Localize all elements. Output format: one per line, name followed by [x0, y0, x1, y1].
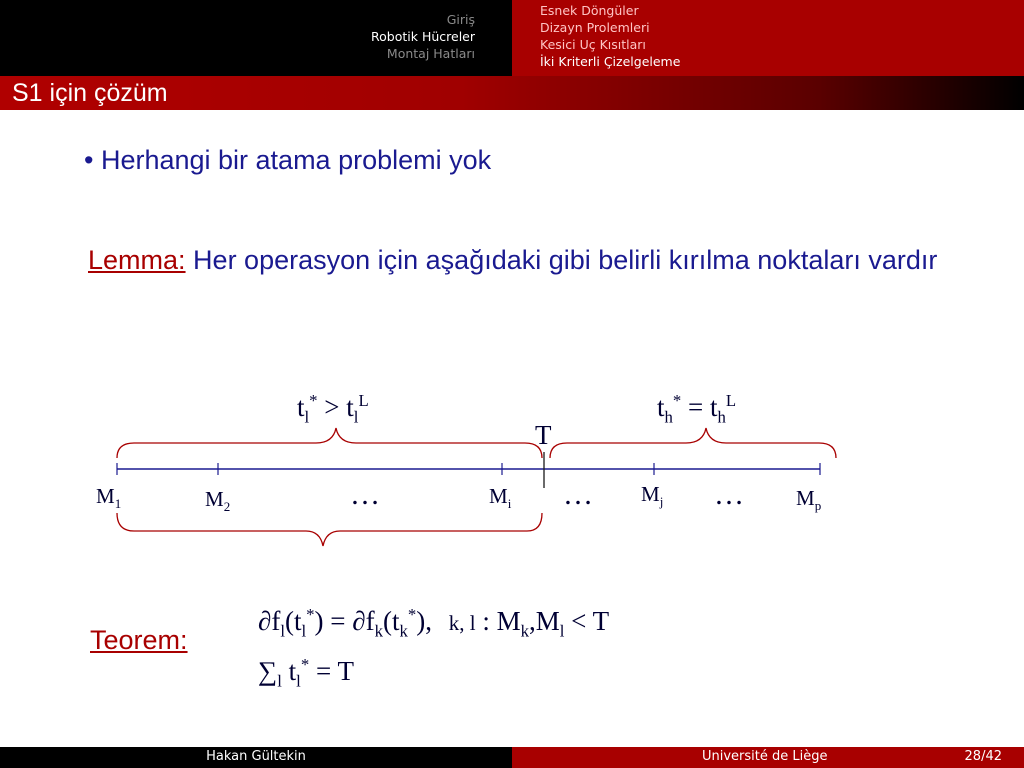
frame-title: S1 için çözüm	[12, 79, 168, 107]
footer-right	[512, 747, 1024, 768]
lemma-label: Lemma:	[88, 245, 186, 275]
t-label: T	[535, 420, 552, 450]
nav-section-montaj-hatlari[interactable]: Montaj Hatları	[386, 46, 475, 61]
teorem-equation-2: $\sum_l$ $t_l^* = T$	[258, 655, 354, 691]
nav-section-robotik-hucreler[interactable]: Robotik Hücreler	[371, 29, 475, 44]
left-top-brace	[117, 428, 542, 458]
nav-subsection-kesici-uc[interactable]: Kesici Uç Kısıtları	[540, 37, 646, 52]
right-brace-label: $t_h^* = t_h^L$	[657, 391, 737, 427]
teorem-equation-1: $\partial f_l(t_l^*) = \partial f_k(t_k^*)$, k, l : $M_k,M_l < T$	[258, 605, 610, 641]
bottom-brace	[117, 513, 542, 546]
footer-institution: Université de Liège	[702, 749, 828, 764]
footer-author: Hakan Gültekin	[206, 749, 306, 764]
machine-label-mp: $M_p$	[796, 486, 822, 514]
nav-subsection-iki-kriterli[interactable]: İki Kriterli Çizelgeleme	[540, 54, 681, 69]
footer-left	[0, 747, 512, 768]
lemma-text: Her operasyon için aşağıdaki gibi belirli kırılma noktaları vardır	[185, 245, 938, 275]
nav-section-giris[interactable]: Giriş	[446, 12, 475, 27]
machine-label-mi: $M_i$	[489, 484, 512, 512]
left-brace-label: $t_l^* > t_l^L$	[297, 391, 369, 427]
machine-label-m1: $M_1$	[96, 484, 122, 512]
ellipsis-right: …	[714, 478, 749, 511]
nav-subsection-esnek-donguler[interactable]: Esnek Döngüler	[540, 3, 639, 18]
machine-label-m2: $M_2$	[205, 487, 231, 515]
nav-subsection-dizayn-prolemleri[interactable]: Dizayn Prolemleri	[540, 20, 650, 35]
ellipsis-left: …	[350, 478, 385, 511]
bullet-item: • Herhangi bir atama problemi yok	[84, 145, 492, 175]
footer-page-number: 28/42	[964, 749, 1002, 764]
teorem-label: Teorem:	[90, 625, 188, 655]
ellipsis-middle: …	[563, 478, 598, 511]
machine-label-mj: $M_j$	[641, 482, 664, 510]
right-top-brace	[550, 428, 836, 458]
